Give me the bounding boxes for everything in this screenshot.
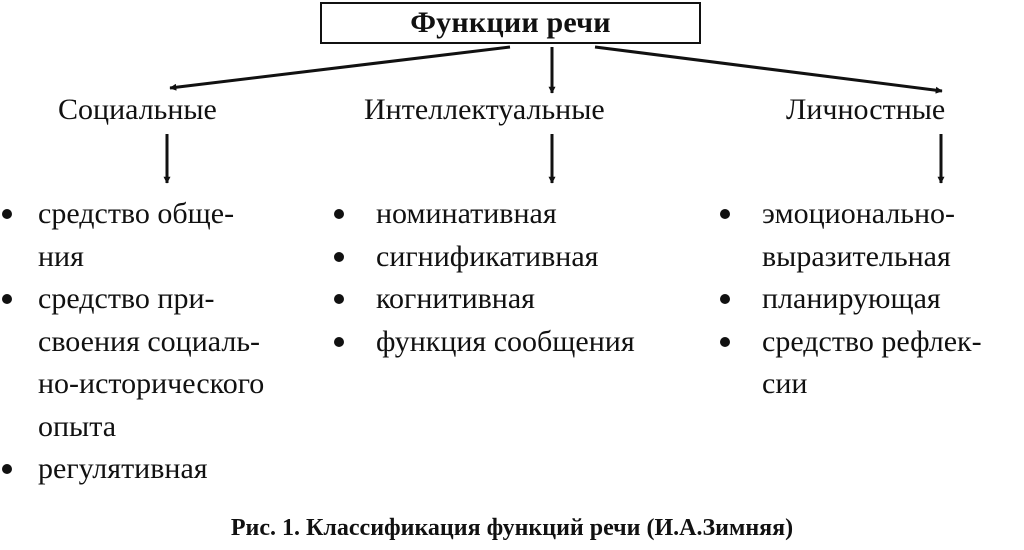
bullet-dot-icon [720, 337, 730, 347]
function-item-line: но-исторического [38, 367, 265, 400]
function-item [762, 193, 982, 278]
function-item [38, 278, 264, 448]
bullet-dot-icon [334, 209, 344, 219]
function-item-line: средство обще- [38, 197, 235, 230]
arrow-to-social [170, 47, 510, 88]
bullet-dot-icon [2, 209, 12, 219]
function-item [38, 193, 264, 278]
function-item-line: своения социаль- [38, 324, 261, 358]
function-item [376, 321, 635, 364]
bullet-dot-icon [2, 464, 12, 474]
root-title: Функции речи [410, 6, 611, 39]
function-item-line: номинативная [376, 197, 557, 230]
function-item [762, 278, 982, 321]
function-item [376, 193, 635, 236]
function-item-line: выразительная [762, 239, 951, 273]
category-intellectual: Интеллектуальные [364, 93, 605, 126]
function-item-line: когнитивная [376, 282, 535, 315]
function-item-line: регулятивная [38, 452, 208, 485]
category-personal: Личностные [786, 93, 946, 126]
function-item-line: сии [762, 367, 808, 400]
bullet-dot-icon [334, 252, 344, 262]
bullet-dot-icon [334, 294, 344, 304]
social-function-list [38, 193, 264, 491]
bullet-dot-icon [334, 337, 344, 347]
arrow-to-personal [595, 47, 942, 91]
bullet-dot-icon [2, 294, 12, 304]
function-item-line: средство рефлек- [762, 324, 982, 358]
function-item [376, 278, 635, 321]
function-item-line: опыта [38, 409, 117, 443]
intellectual-function-list [376, 193, 635, 363]
function-item [762, 321, 982, 406]
personal-function-list [762, 193, 982, 406]
function-item-line: эмоционально- [762, 197, 956, 230]
function-item-line: планирующая [762, 282, 941, 315]
bullet-dot-icon [720, 209, 730, 219]
category-social: Социальные [58, 93, 217, 126]
bullet-dot-icon [720, 294, 730, 304]
function-item [38, 448, 264, 491]
root-node [320, 2, 701, 44]
function-item-line: функция сообщения [376, 324, 635, 358]
function-item [376, 236, 635, 279]
function-item-line: средство при- [38, 282, 215, 315]
function-item-line: ния [38, 239, 84, 273]
function-item-line: сигнификативная [376, 239, 599, 273]
figure-caption: Рис. 1. Классификация функций речи (И.А.Зимняя) [230, 515, 794, 541]
